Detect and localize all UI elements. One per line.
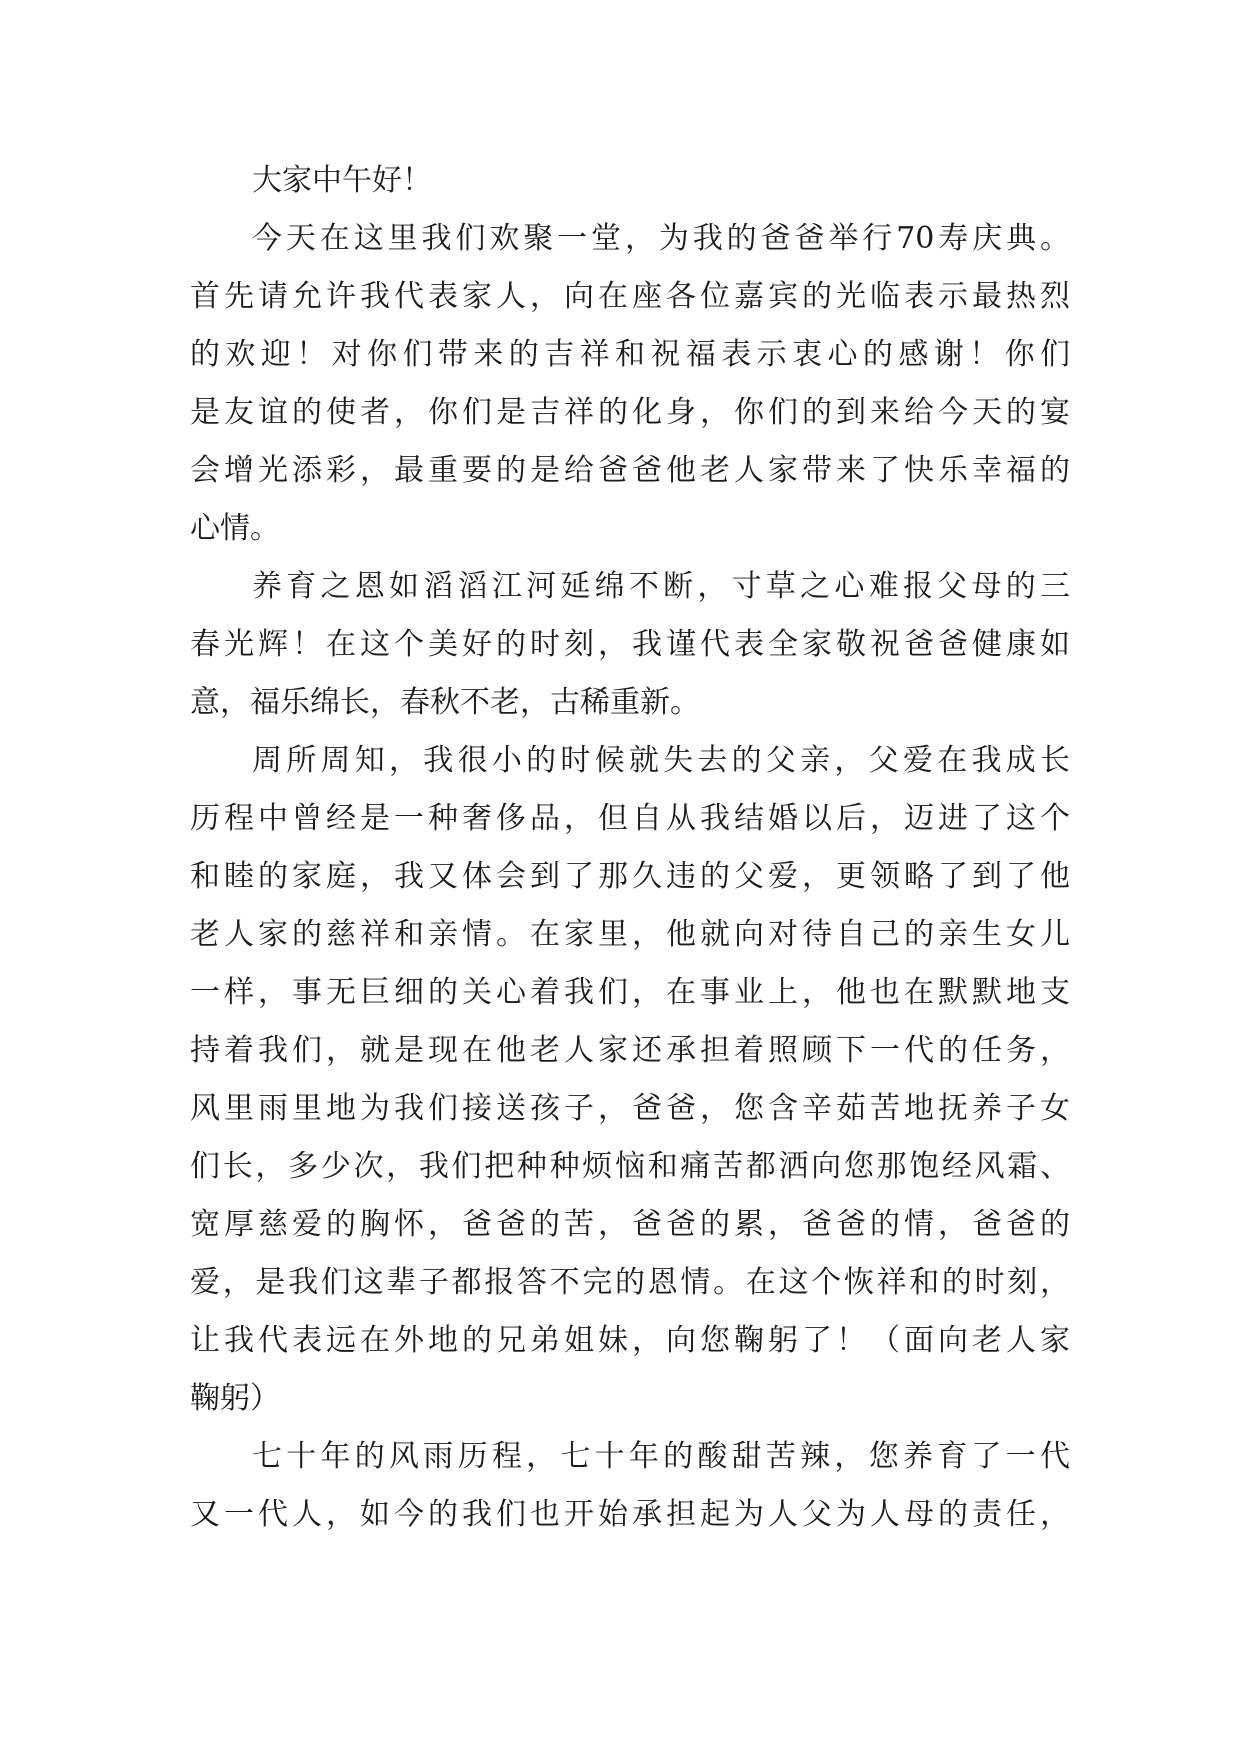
paragraph-1-line-6: 心情。	[190, 511, 280, 546]
paragraph-3-line-7: 风里雨里地为我们接送孩子，爸爸，您含辛茹苦地抚养子女	[190, 1091, 1070, 1126]
paragraph-3-line-2: 历程中曾经是一种奢侈品，但自从我结婚以后，迈进了这个	[190, 801, 1070, 836]
paragraph-2-line-2: 春光辉！在这个美好的时刻，我谨代表全家敬祝爸爸健康如	[190, 627, 1070, 662]
paragraph-3-line-9: 宽厚慈爱的胸怀，爸爸的苦，爸爸的累，爸爸的情，爸爸的	[190, 1207, 1070, 1242]
paragraph-2-line-1: 养育之恩如滔滔江河延绵不断，寸草之心难报父母的三	[252, 569, 1070, 604]
paragraph-4-line-1: 七十年的风雨历程，七十年的酸甜苦辣，您养育了一代	[252, 1439, 1070, 1474]
paragraph-3-line-4: 老人家的慈祥和亲情。在家里，他就向对待自己的亲生女儿	[190, 917, 1070, 952]
paragraph-3-line-1: 周所周知，我很小的时候就失去的父亲，父爱在我成长	[252, 743, 1070, 778]
paragraph-3-line-11: 让我代表远在外地的兄弟姐妹，向您鞠躬了！（面向老人家	[190, 1323, 1070, 1358]
paragraph-3-line-5: 一样，事无巨细的关心着我们，在事业上，他也在默默地支	[190, 975, 1070, 1010]
paragraph-4-line-2: 又一代人，如今的我们也开始承担起为人父为人母的责任，	[190, 1497, 1070, 1532]
paragraph-3-line-6: 持着我们，就是现在他老人家还承担着照顾下一代的任务，	[190, 1033, 1070, 1068]
paragraph-1-line-2: 首先请允许我代表家人，向在座各位嘉宾的光临表示最热烈	[190, 279, 1070, 314]
paragraph-1-line-3: 的欢迎！对你们带来的吉祥和祝福表示衷心的感谢！你们	[190, 337, 1070, 372]
paragraph-3-line-8: 们长，多少次，我们把种种烦恼和痛苦都洒向您那饱经风霜、	[190, 1149, 1070, 1184]
paragraph-1-line-5: 会增光添彩，最重要的是给爸爸他老人家带来了快乐幸福的	[190, 453, 1070, 488]
paragraph-3-line-3: 和睦的家庭，我又体会到了那久违的父爱，更领略了到了他	[190, 859, 1070, 894]
paragraph-2-line-3: 意，福乐绵长，春秋不老，古稀重新。	[190, 685, 700, 720]
speech-text	[190, 152, 1070, 1544]
greeting-line: 大家中午好！	[252, 163, 432, 198]
paragraph-1-line-4: 是友谊的使者，你们是吉祥的化身，你们的到来给今天的宴	[190, 395, 1070, 430]
paragraph-3-line-10: 爱，是我们这辈子都报答不完的恩情。在这个恢祥和的时刻，	[190, 1265, 1070, 1300]
paragraph-3-line-12: 鞠躬）	[190, 1381, 280, 1416]
paragraph-1-line-1: 今天在这里我们欢聚一堂，为我的爸爸举行70寿庆典。	[252, 221, 1070, 256]
